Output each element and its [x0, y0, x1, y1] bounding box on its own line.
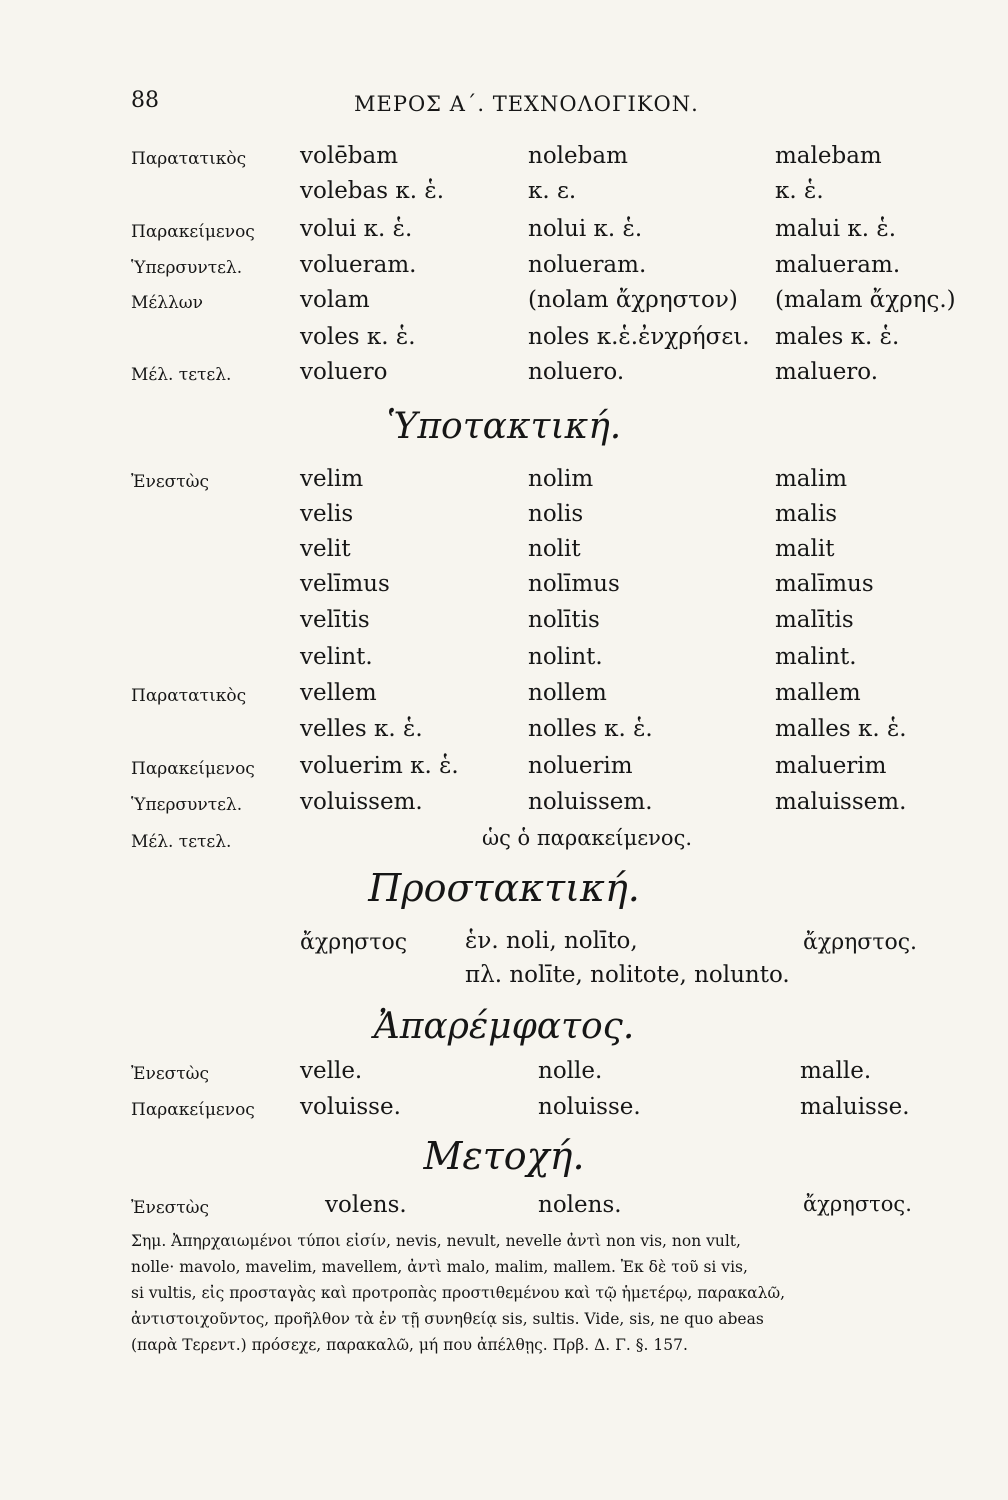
- velle-form: velint.: [300, 644, 373, 670]
- velle-form: velim: [300, 466, 364, 492]
- nolle-form: nolim: [528, 466, 594, 492]
- malle-form: malueram.: [775, 252, 901, 278]
- participle-heading: Μετοχή.: [423, 1134, 585, 1178]
- nolle-form: nolebam: [528, 143, 628, 169]
- table-row: [0, 644, 1008, 680]
- table-row: [0, 789, 1008, 825]
- tense-label: Ὑπερσυντελ.: [131, 795, 243, 815]
- infinitive-heading: Ἀπαρέμφατος.: [373, 1006, 635, 1047]
- nolle-form: nolueram.: [528, 252, 647, 278]
- imperative-plural: πλ. nolīte, nolitote, nolunto.: [465, 962, 790, 988]
- velle-form: vellem: [300, 680, 377, 706]
- page-number: 88: [131, 88, 159, 113]
- malle-form: mallem: [775, 680, 861, 706]
- velle-form: velīmus: [300, 571, 390, 597]
- imperative-heading: Προστακτική.: [368, 866, 640, 910]
- malle-form: κ. ἑ.: [775, 178, 824, 204]
- table-row: [0, 680, 1008, 716]
- nolle-form: noluissem.: [528, 789, 653, 815]
- malle-form: males κ. ἑ.: [775, 324, 900, 350]
- nolle-form: nolint.: [528, 644, 603, 670]
- tense-label: Ὑπερσυντελ.: [131, 258, 243, 278]
- velle-form: velis: [300, 501, 354, 527]
- imperative-singular: ἑν. noli, nolīto,: [465, 928, 638, 954]
- table-row: [0, 466, 1008, 502]
- nolle-form: nolens.: [538, 1192, 622, 1218]
- malle-form: malebam: [775, 143, 882, 169]
- nolle-form: noles κ.ἑ.ἐνχρήσει.: [528, 324, 750, 350]
- tense-label: Παρακείμενος: [131, 759, 255, 779]
- velle-form: velles κ. ἑ.: [300, 716, 423, 742]
- footnote-line: nolle· mavolo, mavelim, mavellem, ἀντὶ malo, malim, mallem. Ἐκ δὲ τοῦ si vis,: [131, 1258, 748, 1276]
- table-row: [0, 359, 1008, 395]
- table-row: [0, 607, 1008, 643]
- table-row: [0, 753, 1008, 789]
- velle-form: voluerim κ. ἑ.: [300, 753, 459, 779]
- malle-form: maluero.: [775, 359, 879, 385]
- table-row: [0, 143, 1008, 179]
- tense-label: Παρατατικὸς: [131, 686, 247, 706]
- malle-form: malis: [775, 501, 838, 527]
- nolle-form: nolīmus: [528, 571, 620, 597]
- tense-label: Παρακείμενος: [131, 222, 255, 242]
- tense-label: Ἐνεστὼς: [131, 1064, 210, 1084]
- velle-form: volui κ. ἑ.: [300, 216, 413, 242]
- malle-form: malint.: [775, 644, 857, 670]
- table-row: [0, 324, 1008, 360]
- nolle-form: nolle.: [538, 1058, 603, 1084]
- velle-form: voluisse.: [300, 1094, 401, 1120]
- tense-label: Παρακείμενος: [131, 1100, 255, 1120]
- table-row: [0, 287, 1008, 323]
- tense-label: Μέλλων: [131, 293, 203, 313]
- nolle-form: nolit: [528, 536, 581, 562]
- footnote-line: ἀντιστοιχοῦντος, προῆλθον τὰ ἐν τῇ συνηθείᾳ sis, sultis. Vide, sis, ne quo abeas: [131, 1310, 764, 1328]
- malle-form: malīmus: [775, 571, 874, 597]
- velle-form: volam: [300, 287, 370, 313]
- table-row: [0, 826, 1008, 862]
- table-row: [0, 571, 1008, 607]
- table-row: [0, 178, 1008, 214]
- malle-form: maluisse.: [800, 1094, 910, 1120]
- table-row: [0, 501, 1008, 537]
- malle-form: maluissem.: [775, 789, 907, 815]
- malle-form: malles κ. ἑ.: [775, 716, 907, 742]
- malle-form: maluerim: [775, 753, 887, 779]
- nolle-form: nolles κ. ἑ.: [528, 716, 653, 742]
- velle-form: velit: [300, 536, 351, 562]
- tense-label: Ἐνεστὼς: [131, 1198, 210, 1218]
- nolle-form: nolui κ. ἑ.: [528, 216, 643, 242]
- imperative-right-note: ἄχρηστος.: [803, 930, 918, 955]
- malle-form: malim: [775, 466, 848, 492]
- tense-label: Μέλ. τετελ.: [131, 832, 232, 852]
- malle-form: malle.: [800, 1058, 872, 1084]
- tense-label: Μέλ. τετελ.: [131, 365, 232, 385]
- future-perfect-note: ὡς ὁ παρακείμενος.: [482, 826, 692, 850]
- velle-form: volebas κ. ἑ.: [300, 178, 445, 204]
- velle-form: volueram.: [300, 252, 417, 278]
- malle-form: malui κ. ἑ.: [775, 216, 897, 242]
- footnote: [131, 1228, 1003, 1358]
- table-row: [0, 1094, 1008, 1130]
- table-row: [0, 716, 1008, 752]
- nolle-form: nolītis: [528, 607, 600, 633]
- malle-form: (malam ἄχρης.): [775, 287, 956, 313]
- imperative-left-note: ἄχρηστος: [300, 930, 408, 955]
- velle-form: voles κ. ἑ.: [300, 324, 416, 350]
- table-row: [0, 536, 1008, 572]
- nolle-form: (nolam ἄχρηστον): [528, 287, 738, 313]
- malle-form: ἄχρηστος.: [803, 1192, 912, 1216]
- footnote-line: si vultis, εἰς προσταγὰς καὶ προτροπὰς προστιθεμένου καὶ τῷ ἡμετέρῳ, παρακαλῶ,: [131, 1284, 786, 1302]
- velle-form: volēbam: [300, 143, 399, 169]
- velle-form: velītis: [300, 607, 370, 633]
- velle-form: voluero: [300, 359, 388, 385]
- nolle-form: noluero.: [528, 359, 625, 385]
- nolle-form: noluerim: [528, 753, 633, 779]
- velle-form: volens.: [325, 1192, 407, 1218]
- nolle-form: κ. ε.: [528, 178, 577, 204]
- table-row: [0, 216, 1008, 252]
- page-header: [0, 88, 1008, 128]
- velle-form: voluissem.: [300, 789, 423, 815]
- malle-form: malit: [775, 536, 835, 562]
- nolle-form: noluisse.: [538, 1094, 641, 1120]
- table-row: [0, 252, 1008, 288]
- malle-form: malītis: [775, 607, 854, 633]
- running-title: ΜΕΡΟΣ Α΄. ΤΕΧΝΟΛΟΓΙΚΟΝ.: [354, 92, 699, 116]
- nolle-form: nollem: [528, 680, 607, 706]
- nolle-form: nolis: [528, 501, 584, 527]
- table-row: [0, 1058, 1008, 1094]
- footnote-line: Σημ. Ἀπηρχαιωμένοι τύποι εἰσίν, nevis, nevult, nevelle ἀντὶ non vis, non vult,: [131, 1232, 741, 1250]
- subjunctive-heading: Ὑποτακτική.: [386, 406, 622, 447]
- table-row: [0, 1192, 1008, 1228]
- velle-form: velle.: [300, 1058, 363, 1084]
- tense-label: Ἐνεστὼς: [131, 472, 210, 492]
- footnote-line: (παρὰ Τερεντ.) πρόσεχε, παρακαλῶ, μή που ἀπέλθῃς. Πρβ. Δ. Γ. §. 157.: [131, 1336, 688, 1354]
- tense-label: Παρατατικὸς: [131, 149, 247, 169]
